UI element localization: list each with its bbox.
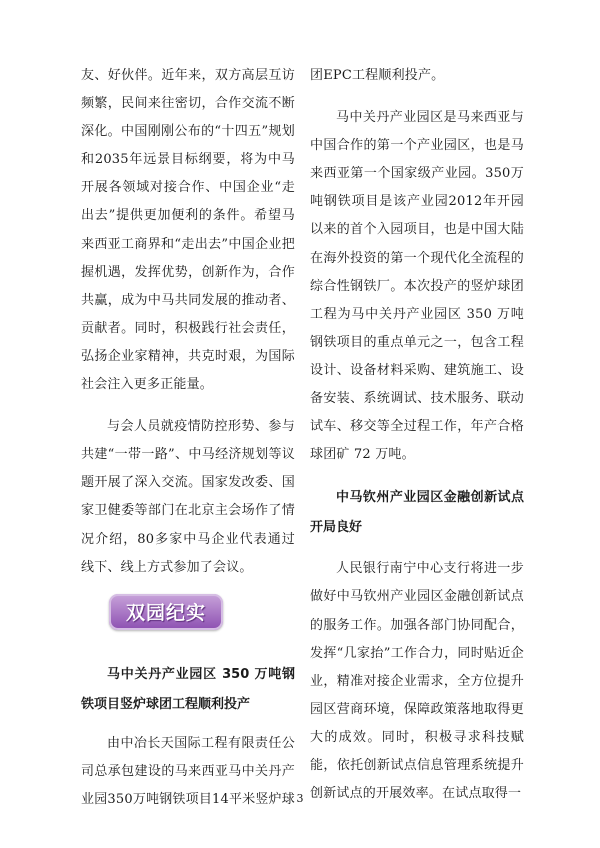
left-paragraph-2: 与会人员就疫情防控形势、参与共建“一带一路”、中马经济规划等议题开展了深入交流。国家发改委、国家卫健委等部门在北京主会场作了情况介绍，80多家中马企业代表通过线下、线上方式参加了会议。 <box>81 419 295 575</box>
article-heading-1: 马中关丹产业园区 350 万吨钢铁项目竖炉球团工程顺利投产 <box>81 666 295 712</box>
page-number: 3 <box>296 792 304 805</box>
right-column <box>310 62 524 808</box>
article-heading-2: 中马钦州产业园区金融创新试点开局良好 <box>310 490 524 536</box>
section-banner-wrap <box>81 582 295 660</box>
right-paragraph-2: 马中关丹产业园区是马来西亚与中国合作的第一个产业园区，也是马来西亚第一个国家级产业园。350万吨钢铁项目是该产业园2012年开园以来的首个入园项目，也是中国大陆在海外投资的第一个现代化全流程的综合性钢铁厂。本次投产的竖炉球团工程为马中关丹产业园区 350 万吨钢铁项目的重点单元之一，包含工程设计、设备材料采购、建筑施工、设备安装、系统调试、技术服务、联动试车、移交等全过程工作，年产合格球团矿 72 万吨。 <box>310 110 524 463</box>
section-banner-label: 双园纪实 <box>125 602 206 625</box>
right-paragraph-3: 人民银行南宁中心支行将进一步做好中马钦州产业园区金融创新试点的服务工作。加强各部门协同配合，发挥“几家抬”工作合力，同时贴近企业，精准对接企业需求，全方位提升园区营商环境，保障政策落地取得更大的成效。同时，积极寻求科技赋能，依托创新试点信息管理系统提升创新试点的开展效率。在试点取得一 <box>310 561 524 802</box>
right-paragraph-1: 团EPC工程顺利投产。 <box>310 68 445 83</box>
left-paragraph-1: 友、好伙伴。近年来，双方高层互访频繁，民间来往密切，合作交流不断深化。中国刚刚公布的“十四五”规划和2035年远景目标纲要，将为中马开展各领域对接合作、中国企业“走出去”提供更加便利的条件。希望马来西亚工商界和“走出去”中国企业把握机遇，发挥优势，创新作为，合作共赢，成为中马共同发展的推动者、贡献者。同时，积极践行社会责任，弘扬企业家精神，共克时艰，为国际社会注入更多正能量。 <box>81 68 295 393</box>
section-banner <box>109 594 223 630</box>
left-paragraph-3: 由中冶长天国际工程有限责任公司总承包建设的马来西亚马中关丹产业园350万吨钢铁项目14平米竖炉球 <box>81 735 295 807</box>
left-column <box>81 62 295 814</box>
